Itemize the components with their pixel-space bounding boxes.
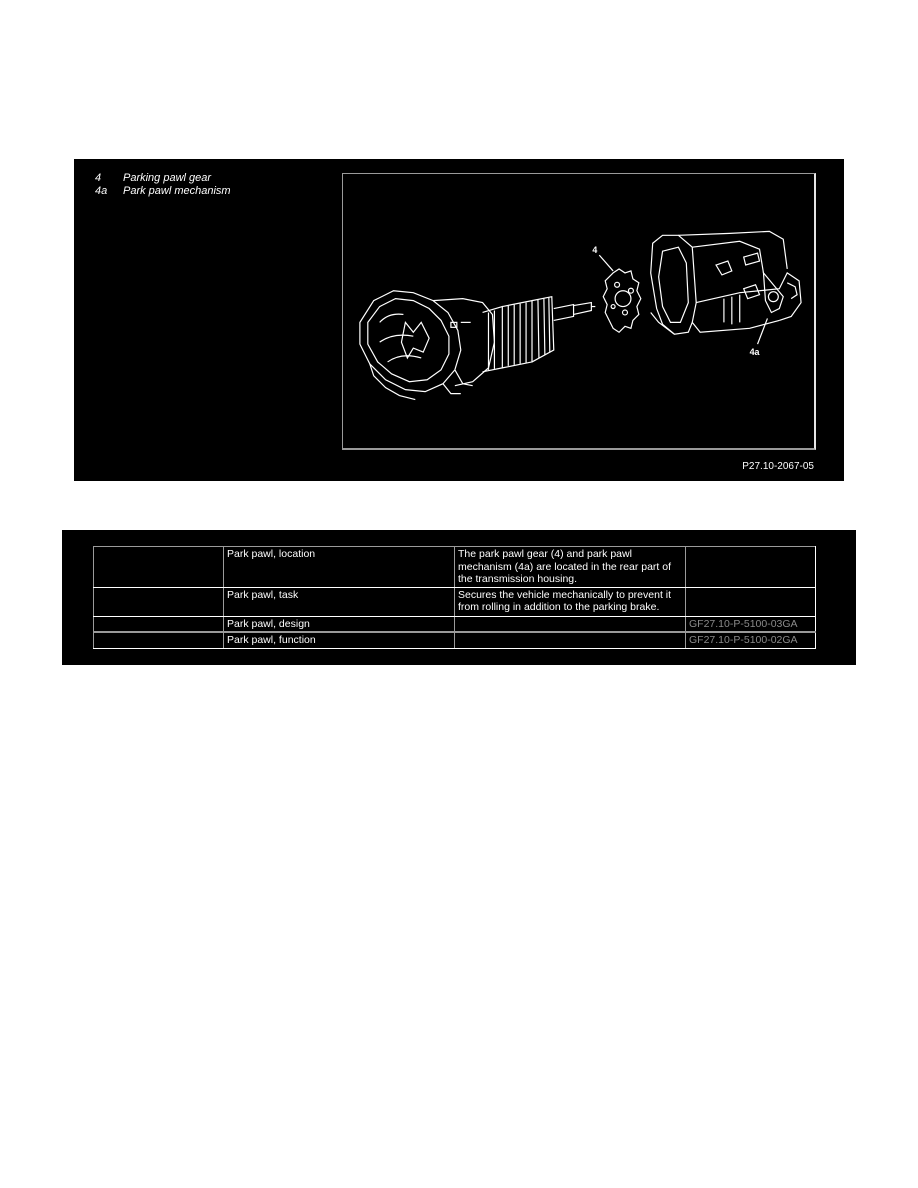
row-label-cell bbox=[94, 587, 224, 616]
reference-cell bbox=[686, 587, 816, 616]
legend-key: 4 bbox=[95, 172, 102, 184]
park-pawl-info-table bbox=[93, 546, 816, 649]
row-label-cell bbox=[94, 547, 224, 588]
description-cell bbox=[455, 632, 686, 648]
function-reference-link[interactable]: GF27.10-P-5100-02GA bbox=[689, 634, 798, 646]
design-reference-link[interactable]: GF27.10-P-5100-03GA bbox=[689, 617, 798, 630]
figure-code: P27.10-2067-05 bbox=[742, 461, 814, 472]
topic-cell: Park pawl, task bbox=[224, 587, 455, 616]
legend-key: 4a bbox=[95, 185, 108, 197]
legend-label: Parking pawl gear bbox=[123, 172, 212, 184]
front-housing-drawing bbox=[360, 291, 495, 400]
callout-4: 4 bbox=[592, 245, 598, 256]
topic-cell: Park pawl, design bbox=[224, 616, 455, 632]
topic-cell: Park pawl, function bbox=[224, 632, 455, 648]
parking-pawl-gear-drawing bbox=[599, 255, 641, 332]
topic-cell: Park pawl, location bbox=[224, 547, 455, 588]
legend-item bbox=[95, 185, 231, 198]
table-row bbox=[94, 632, 816, 648]
figure-legend bbox=[95, 172, 231, 198]
exploded-transmission-illustration bbox=[343, 174, 814, 448]
gear-pack-drawing bbox=[483, 297, 596, 372]
description-cell: Secures the vehicle mechanically to prevent it from rolling in addition to the parking brake. bbox=[455, 587, 686, 616]
table-row bbox=[94, 547, 816, 588]
info-table-panel bbox=[62, 530, 856, 665]
row-label-cell bbox=[94, 632, 224, 648]
rear-housing-drawing bbox=[651, 231, 801, 344]
table-row bbox=[94, 587, 816, 616]
reference-cell bbox=[686, 547, 816, 588]
row-label-cell bbox=[94, 616, 224, 632]
description-cell: The park pawl gear (4) and park pawl mechanism (4a) are located in the rear part of the transmission housing. bbox=[455, 547, 686, 588]
figure-panel bbox=[74, 159, 844, 481]
legend-label: Park pawl mechanism bbox=[123, 185, 231, 197]
table-row bbox=[94, 616, 816, 632]
callout-4a: 4a bbox=[749, 347, 760, 358]
description-cell bbox=[455, 616, 686, 632]
reference-cell bbox=[686, 632, 816, 648]
transmission-diagram bbox=[342, 173, 816, 450]
reference-cell bbox=[686, 616, 816, 632]
legend-item bbox=[95, 172, 231, 185]
